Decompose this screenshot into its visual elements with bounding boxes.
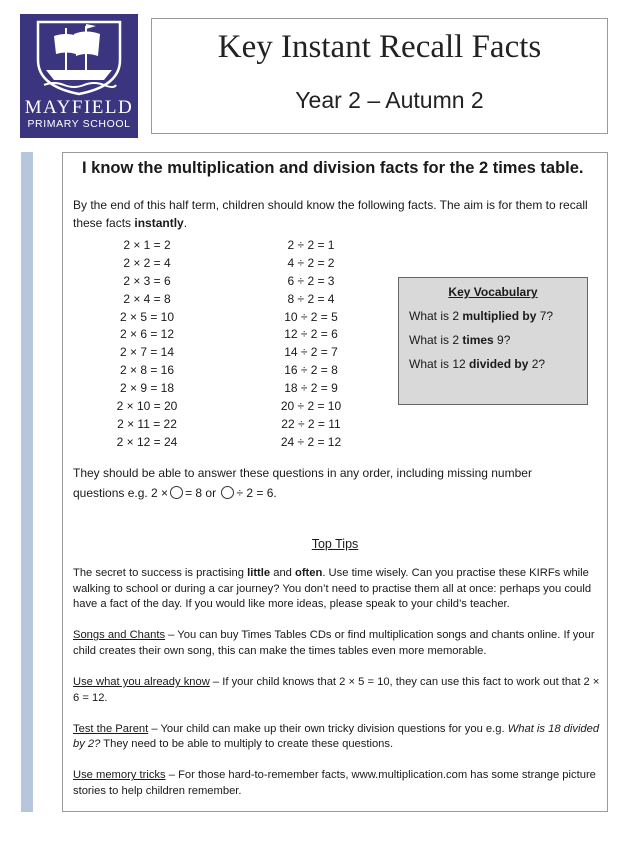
tip4-text-a: – Your child can make up their own tricky division questions for you e.g.: [148, 722, 508, 735]
blank-circle-icon: [221, 486, 234, 499]
multiplication-facts-list: [92, 237, 202, 452]
tip4-text-b: They need to be able to multiply to create these questions.: [100, 738, 394, 751]
intro-text: By the end of this half term, children should know the following facts. The aim is for them to recall these facts: [73, 198, 588, 230]
vocab-question-3: [409, 356, 577, 373]
div-fact: 4 ÷ 2 = 2: [287, 255, 335, 270]
div-fact: 2 ÷ 2 = 1: [287, 238, 335, 252]
tip1-a: The secret to success is practising: [73, 567, 248, 579]
page-title: Key Instant Recall Facts: [217, 29, 542, 65]
order-line-2b: = 8 or: [185, 486, 217, 500]
section-heading: I know the multiplication and division facts for the 2 times table.: [82, 159, 584, 177]
vocab-title: Key Vocabulary: [448, 285, 538, 299]
tip-practise-often: [73, 566, 603, 613]
key-vocabulary-box: [398, 277, 588, 405]
tip-use-what-you-know: [73, 675, 603, 706]
vocab-question-1: [409, 308, 577, 325]
order-line-1: They should be able to answer these questions in any order, including missing number: [73, 466, 532, 480]
tip1-bold-little: little: [247, 567, 271, 579]
tip2-label: Songs and Chants: [73, 629, 166, 642]
div-fact: 16 ÷ 2 = 8: [284, 363, 338, 378]
mult-fact: 2 × 11 = 22: [117, 416, 177, 431]
intro-paragraph: [73, 196, 598, 232]
tip3-label: Use what you already know: [73, 675, 210, 688]
tip4-italic: What is 18 divided by 2?: [73, 722, 600, 751]
vocab-question-2: [409, 332, 577, 349]
tip1-e: . Use time wisely. Can you practise these KIRFs while walking to school or during a car journey? You don’t need to practise them all at once: perhaps you could have a fact of the day. If you would like more ideas, please speak to your child’s teacher.: [73, 567, 592, 611]
mult-fact: 2 × 7 = 14: [119, 345, 175, 360]
mult-fact: 2 × 4 = 8: [123, 291, 171, 306]
div-fact: 10 ÷ 2 = 5: [284, 309, 338, 324]
side-color-strip: [21, 152, 33, 812]
vocab-q1-pre: What is 2: [409, 309, 463, 323]
order-line-2c: ÷ 2 = 6.: [236, 486, 277, 500]
top-tips-title: Top Tips: [311, 537, 359, 551]
div-fact: 22 ÷ 2 = 11: [281, 416, 341, 431]
mult-fact: 2 × 3 = 6: [123, 273, 171, 288]
logo-school-subtitle: PRIMARY SCHOOL: [27, 118, 131, 130]
mult-fact: 2 × 10 = 20: [116, 399, 178, 414]
division-facts-list: [256, 237, 366, 452]
top-tips-section: [73, 566, 603, 815]
intro-end: .: [183, 216, 188, 230]
vocab-q1-post: 7?: [536, 309, 554, 323]
blank-circle-icon: [170, 486, 183, 499]
tip-test-the-parent: [73, 722, 603, 753]
div-fact: 6 ÷ 2 = 3: [287, 273, 335, 288]
tip5-text: – For those hard-to-remember facts, www.multiplication.com has some strange picture stories to help children remember.: [73, 769, 596, 797]
mult-fact: 2 × 1 = 2: [123, 238, 171, 252]
any-order-paragraph: [73, 463, 598, 503]
div-fact: 20 ÷ 2 = 10: [280, 399, 342, 414]
intro-bold-word: instantly: [134, 216, 184, 230]
tip-memory-tricks: [73, 768, 603, 799]
mult-fact: 2 × 9 = 18: [119, 381, 175, 396]
vocab-q3-post: 2?: [528, 357, 546, 371]
vocab-q2-bold: times: [462, 333, 494, 347]
tip5-label: Use memory tricks: [73, 769, 166, 782]
div-fact: 14 ÷ 2 = 7: [284, 345, 338, 360]
div-fact: 18 ÷ 2 = 9: [284, 381, 338, 396]
tip4-label: Test the Parent: [73, 722, 149, 735]
mult-fact: 2 × 6 = 12: [119, 327, 175, 342]
div-fact: 12 ÷ 2 = 6: [284, 327, 338, 342]
header-box: [151, 18, 608, 134]
order-line-2: [73, 483, 598, 503]
tip-songs-and-chants: [73, 628, 603, 659]
tip3-text: – If your child knows that 2 × 5 = 10, they can use this fact to work out that 2 × 6 = 12.: [73, 675, 600, 704]
tip1-bold-often: often: [295, 567, 323, 579]
tip1-c: and: [270, 567, 295, 579]
mult-fact: 2 × 8 = 16: [119, 363, 175, 378]
div-fact: 8 ÷ 2 = 4: [287, 291, 335, 306]
vocab-q1-bold: multiplied by: [462, 309, 537, 323]
ship-emblem-icon: [20, 14, 138, 98]
order-line-2a: questions e.g. 2 ×: [73, 486, 169, 500]
page-subtitle: [152, 87, 607, 114]
school-logo: [20, 14, 138, 138]
mult-fact: 2 × 12 = 24: [116, 434, 178, 449]
vocab-q3-pre: What is 12: [409, 357, 470, 371]
page-subtitle-text: Year 2 – Autumn 2: [295, 87, 484, 113]
div-fact: 24 ÷ 2 = 12: [280, 434, 342, 449]
logo-school-name: MAYFIELD: [24, 97, 134, 118]
mult-fact: 2 × 2 = 4: [123, 255, 171, 270]
vocab-q3-bold: divided by: [469, 357, 529, 371]
mult-fact: 2 × 5 = 10: [119, 309, 175, 324]
tip2-text: – You can buy Times Tables CDs or find multiplication songs and chants online. If your child creates their own song, this can make the times tables even more memorable.: [73, 629, 595, 657]
vocab-q2-post: 9?: [493, 333, 511, 347]
vocab-q2-pre: What is 2: [409, 333, 463, 347]
